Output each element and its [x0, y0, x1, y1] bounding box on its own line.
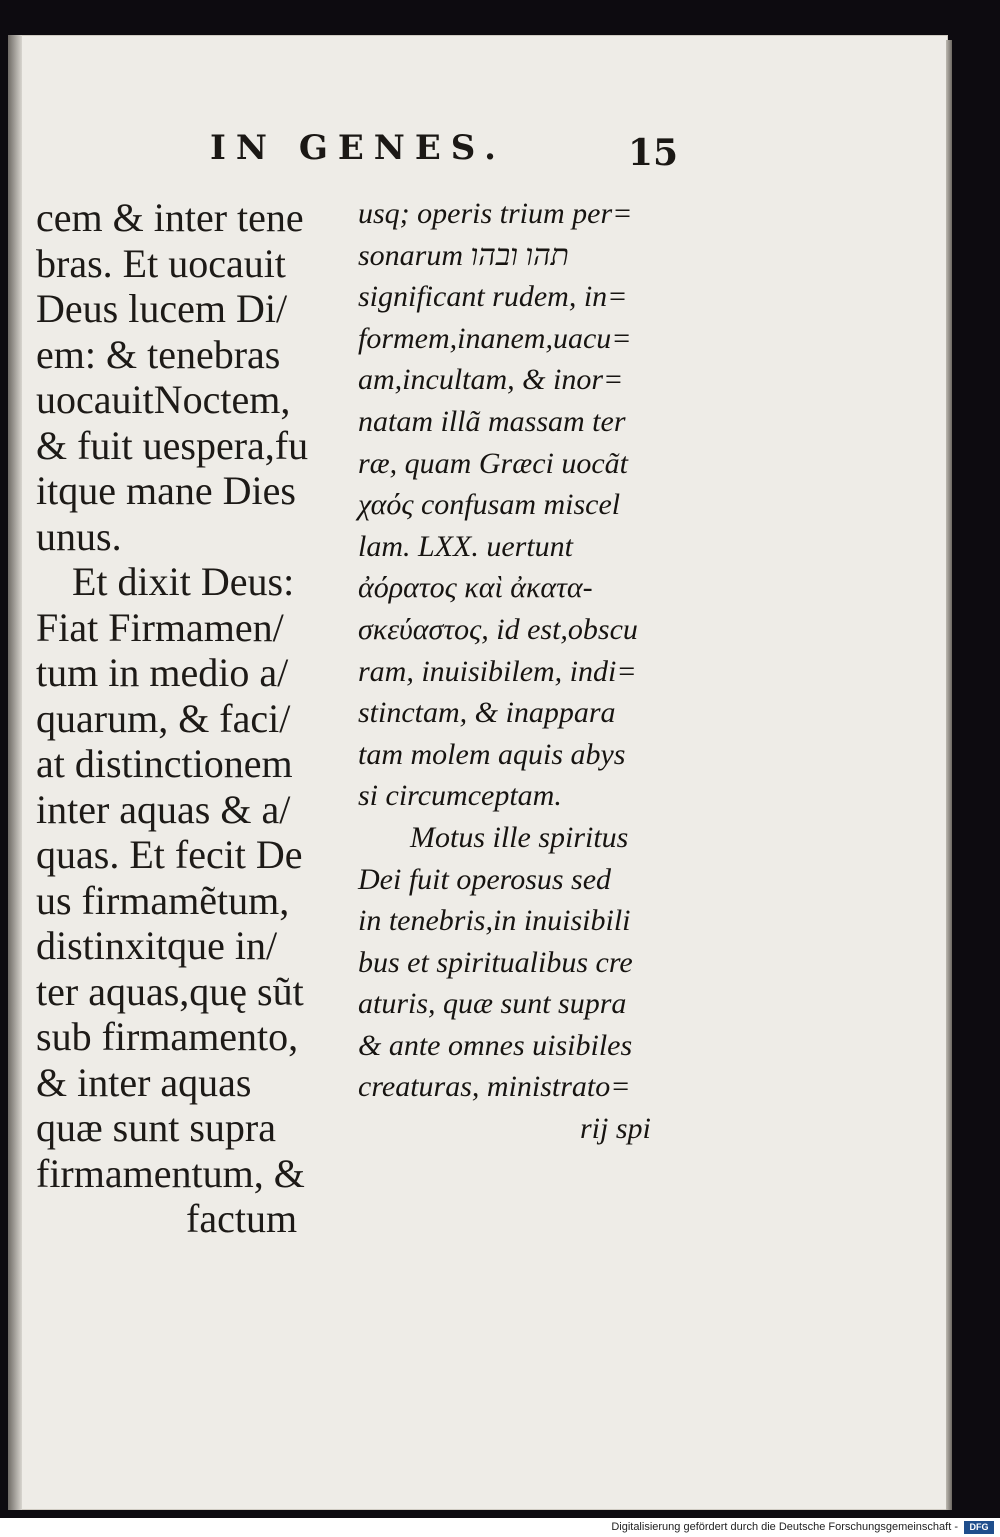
text-line: bras. Et uocauit [36, 240, 286, 286]
commentary-line: si circumceptam. [358, 779, 562, 813]
commentary-line: stinctam, & inappara [358, 696, 616, 730]
text-line: Et dixit Deus: [72, 559, 295, 604]
catchword: rij spi [580, 1112, 651, 1146]
running-head: IN GENES. [210, 128, 506, 168]
dfg-logo: DFG [964, 1521, 994, 1534]
text-line: distinxitque in/ [36, 923, 278, 968]
footer-credit: Digitalisierung gefördert durch die Deutsche Forschungsgemeinschaft - [611, 1521, 958, 1533]
commentary-line: bus et spiritualibus cre [358, 945, 633, 979]
commentary-line: sonarum תהו ובהו [358, 238, 569, 272]
commentary-line: significant rudem, in= [358, 280, 628, 314]
text-line: at distinctionem [36, 741, 293, 786]
text-line: ter aquas,quę sũt [36, 968, 304, 1014]
text-line: Deus lucem Di/ [36, 286, 288, 331]
text-line: quarum, & faci/ [36, 695, 291, 741]
text-line: firmamentum, & [36, 1150, 305, 1196]
commentary-line: aturis, quæ sunt supra [358, 987, 627, 1021]
text-line: sub firmamento, [36, 1014, 299, 1059]
right-column-commentary [358, 193, 668, 1150]
text-line: unus. [36, 513, 122, 559]
commentary-line: χαός confusam miscel [358, 488, 621, 522]
commentary-line: in tenebris,in inuisibili [358, 904, 631, 938]
commentary-line: creaturas, ministrato= [358, 1070, 631, 1104]
text-line: quas. Et fecit De [36, 832, 303, 877]
text-line: & inter aquas [36, 1059, 252, 1105]
catchword: factum [186, 1196, 298, 1241]
page-number: 15 [628, 132, 679, 174]
commentary-line: & ante omnes uisibiles [358, 1028, 633, 1062]
commentary-line: ræ, quam Græci uocãt [358, 446, 628, 480]
commentary-line: formem,inanem,uacu= [358, 321, 632, 355]
commentary-line: σκεύαστος, id est,obscu [358, 612, 638, 646]
commentary-line: tam molem aquis abys [358, 737, 626, 771]
left-column-main-text [36, 195, 336, 1242]
text-line: em: & tenebras [36, 331, 281, 377]
commentary-line: Motus ille spiritus [410, 820, 629, 854]
text-line: Fiat Firmamen/ [36, 604, 284, 650]
text-line: inter aquas & a/ [36, 786, 291, 832]
commentary-line: am,incultam, & inor= [358, 363, 624, 397]
text-line: quæ sunt supra [36, 1105, 276, 1150]
text-line: itque mane Dies [36, 468, 296, 513]
commentary-line: Dei fuit operosus sed [358, 862, 612, 896]
text-line: uocauitNoctem, [36, 377, 291, 422]
commentary-line: lam. LXX. uertunt [358, 529, 573, 563]
text-line: tum in medio a/ [36, 650, 289, 695]
commentary-line: usq; operis trium per= [358, 197, 633, 230]
text-line: cem & inter tene [36, 195, 304, 240]
gutter-shadow [8, 35, 22, 1510]
commentary-line: ram, inuisibilem, indi= [358, 654, 637, 688]
page-edge [946, 40, 952, 1510]
digitization-footer [0, 1518, 1000, 1537]
text-line: & fuit uespera,fu [36, 422, 309, 468]
text-line: us firmamẽtum, [36, 877, 290, 923]
commentary-line: natam illã massam ter [358, 404, 626, 438]
commentary-line: ἀόρατος καὶ ἀκατα- [358, 571, 593, 605]
